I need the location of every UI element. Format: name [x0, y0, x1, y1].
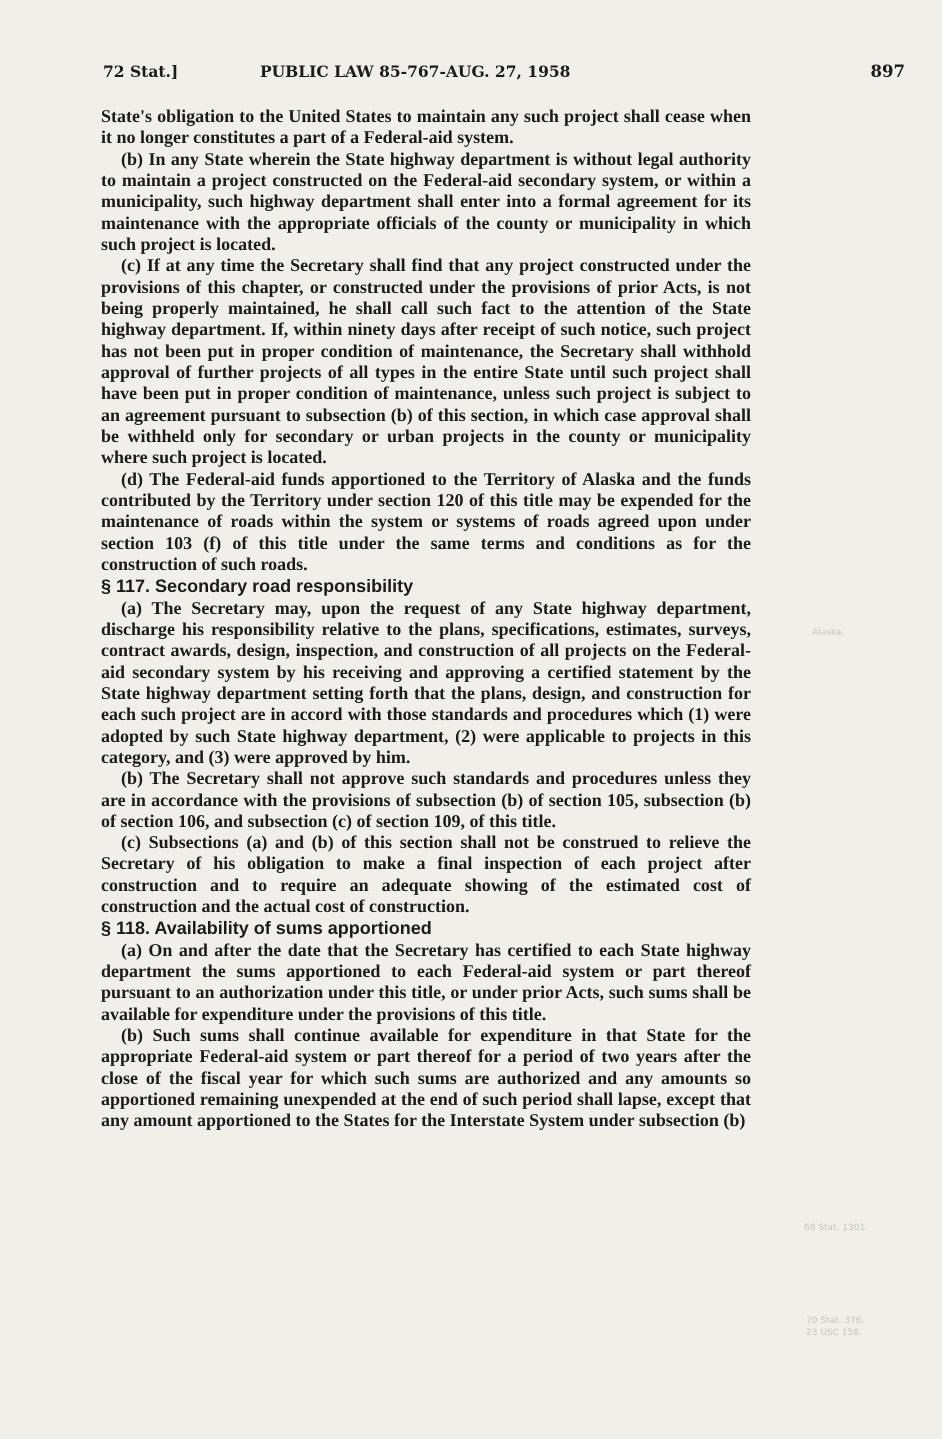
section-heading-118: § 118. Availability of sums apportioned [101, 918, 432, 939]
paragraph-116c: (c) If at any time the Secretary shall find that any project constructed under the provisions of this chapter, or constructed under the provisions of prior Acts, is not being properly maintained, he shall call such fact to the attention of the State highway department. If, within ninety days after receipt of such notice, such project has not been put in proper condition of maintenance, the Secretary shall withhold approval of further projects of all types in the entire State until such project shall have been put in proper condition of maintenance, unless such project is subject to an agreement pursuant to subsection (b) of this section, in which case approval shall be withheld only for secondary or urban projects in the county or municipality where such project is located. [101, 255, 751, 468]
margin-note-stat-2: 70 Stat. 376. [806, 1316, 865, 1326]
body-text [101, 106, 751, 1132]
margin-note-stat: 68 Stat. 1301. [804, 1223, 869, 1233]
law-title: PUBLIC LAW 85-767-AUG. 27, 1958 [260, 62, 571, 81]
section-heading-117: § 117. Secondary road responsibility [101, 576, 414, 597]
margin-note-usc: 23 USC 158. [806, 1328, 862, 1338]
paragraph-117b: (b) The Secretary shall not approve such standards and procedures unless they are in accordance with the provisions of subsection (b) of section 105, subsection (b) of section 106, and subsection (c) of section 109, of this title. [101, 768, 751, 831]
paragraph-117a: (a) The Secretary may, upon the request of any State highway department, discharge his responsibility relative to the plans, specifications, estimates, surveys, contract awards, design, inspection, and construction of all projects on the Federal-aid secondary system by his receiving and approving a certified statement by the State highway department setting forth that the plans, design, and construction for each such project are in accord with those standards and procedures which (1) were adopted by such State highway department, (2) were applicable to projects in this category, and (3) were approved by him. [101, 597, 751, 767]
page-number: 897 [870, 62, 905, 81]
paragraph-116b: (b) In any State wherein the State highway department is without legal authority to maintain a project constructed on the Federal-aid secondary system, or within a municipality, such highway department shall enter into a formal agreement for its maintenance with the appropriate officials of the county or municipality in which such project is located. [101, 148, 751, 254]
stat-reference: 72 Stat.] [103, 62, 179, 81]
paragraph-continued: State's obligation to the United States to maintain any such project shall cease when it no longer constitutes a part of a Federal-aid system. [101, 106, 751, 148]
paragraph-118a: (a) On and after the date that the Secretary has certified to each State highway department the sums apportioned to each Federal-aid system or part thereof pursuant to an authorization under this title, or under prior Acts, such sums shall be available for expenditure under the provisions of this title. [101, 939, 751, 1024]
paragraph-116d: (d) The Federal-aid funds apportioned to the Territory of Alaska and the funds contributed by the Territory under section 120 of this title may be expended for the maintenance of roads within the system or systems of roads agreed upon under section 103 (f) of this title under the same terms and conditions as for the construction of such roads. [101, 468, 751, 574]
page-header [103, 62, 905, 84]
margin-note-alaska: Alaska. [812, 628, 845, 638]
paragraph-118b: (b) Such sums shall continue available for expenditure in that State for the appropriate Federal-aid system or part thereof for a period of two years after the close of the fiscal year for which such sums are authorized and any amounts so apportioned remaining unexpended at the end of such period shall lapse, except that any amount apportioned to the States for the Interstate System under subsection (b) [101, 1025, 751, 1131]
paragraph-117c: (c) Subsections (a) and (b) of this section shall not be construed to relieve the Secretary of his obligation to make a final inspection of each project after construction and to require an adequate showing of the estimated cost of construction and the actual cost of construction. [101, 832, 751, 917]
